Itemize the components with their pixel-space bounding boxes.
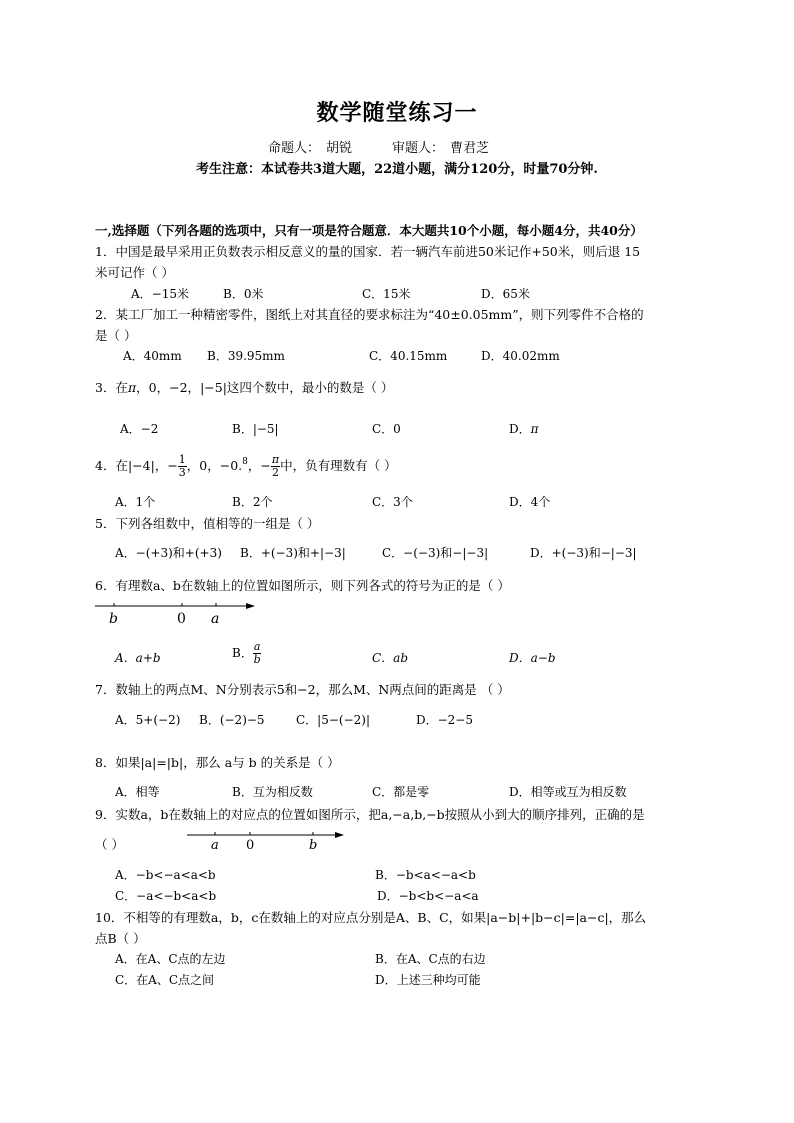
q6-option-c: C．ab bbox=[372, 651, 409, 665]
q5-option-d: D．+(−3)和−|−3| bbox=[530, 546, 637, 560]
q3-suffix: 这四个数中，最小的数是（ ） bbox=[226, 380, 394, 395]
q6-option-b-label: B． bbox=[232, 646, 253, 660]
exam-notice: 考生注意：本试卷共3道大题，22道小题，满分120分，时量70分钟. bbox=[196, 162, 598, 177]
q9-line1: 9．实数a，b在数轴上的对应点的位置如图所示，把a,−a,b,−b按照从小到大的顺序排列，正确的是 bbox=[95, 807, 645, 822]
q3-line bbox=[95, 378, 393, 396]
q6-option-b bbox=[232, 641, 261, 666]
q6-option-d: D．a−b bbox=[509, 651, 556, 665]
q10-line1: 10．不相等的有理数a，b，c在数轴上的对应点分别是A、B、C，如果|a−b|+|b−c|=|a−c|，那么 bbox=[95, 910, 647, 925]
q3-option-a: A．−2 bbox=[120, 422, 159, 436]
q2-option-a: A．40mm bbox=[123, 349, 182, 363]
q8-option-a: A．相等 bbox=[115, 785, 160, 799]
q9-option-c: C．−a<−b<a<b bbox=[115, 889, 217, 903]
q4-option-c: C．3个 bbox=[372, 495, 413, 509]
q5-line: 5．下列各组数中，值相等的一组是（ ） bbox=[95, 516, 320, 531]
q3-option-b bbox=[232, 420, 279, 437]
q10-option-c: C．在A、C点之间 bbox=[115, 973, 215, 987]
label-a: a bbox=[211, 838, 219, 853]
label-0: 0 bbox=[177, 611, 186, 627]
q9-number-line bbox=[184, 822, 350, 854]
q3-option-d-label: D． bbox=[509, 422, 531, 436]
q4-mid2: ，0，−0. bbox=[186, 458, 243, 473]
arrow-head bbox=[246, 603, 255, 609]
q2-option-c: C．40.15mm bbox=[369, 349, 448, 363]
q4-suffix: 中，负有理数有（ ） bbox=[280, 458, 397, 473]
abs-neg5: |−5| bbox=[200, 380, 227, 395]
section-heading: 一,选择题（下列各题的选项中，只有一项是符合题意．本大题共10个小题，每小题4分，共40分） bbox=[95, 223, 643, 238]
arrow-head bbox=[335, 832, 344, 838]
q3-option-d bbox=[509, 420, 539, 437]
q2-line2: 是（ ） bbox=[95, 328, 137, 343]
frac2-den: 2 bbox=[271, 466, 279, 479]
q8-option-c: C．都是零 bbox=[372, 785, 430, 799]
pi-symbol: π bbox=[127, 380, 137, 395]
q3-option-c: C．0 bbox=[372, 422, 401, 436]
label-b: b bbox=[109, 611, 118, 627]
q7-option-b: B．(−2)−5 bbox=[199, 713, 265, 727]
q4-option-a: A．1个 bbox=[115, 495, 156, 509]
q4-mid3: ，− bbox=[247, 458, 271, 473]
q10-option-b: B．在A、C点的右边 bbox=[375, 952, 486, 966]
q3-option-d-value: π bbox=[530, 422, 539, 436]
q9-line2: （ ） bbox=[95, 837, 124, 852]
q8-line: 8．如果|a|=|b|，那么 a与 b 的关系是（ ） bbox=[95, 755, 340, 770]
label-0: 0 bbox=[246, 838, 255, 853]
label-a: a bbox=[211, 611, 220, 627]
q1-option-a: A．−15米 bbox=[131, 287, 189, 301]
q10-option-d: D．上述三种均可能 bbox=[375, 973, 481, 987]
q1-line1: 1．中国是最早采用正负数表示相反意义的量的国家．若一辆汽车前进50米记作+50米，则后退 15 bbox=[95, 244, 641, 259]
q9-option-d: D．−b<b<−a<a bbox=[377, 889, 479, 903]
reviewer-label: 审题人： bbox=[392, 141, 445, 156]
q8-option-b: B．互为相反数 bbox=[232, 785, 313, 799]
setter-name: 胡锐 bbox=[326, 141, 353, 156]
q5-option-b: B．+(−3)和+|−3| bbox=[240, 546, 346, 560]
page-title: 数学随堂练习一 bbox=[316, 101, 478, 126]
q4-mid1: ，− bbox=[154, 458, 178, 473]
fraction-pi-half bbox=[271, 454, 280, 479]
q2-line1: 2．某工厂加工一种精密零件，图纸上对其直径的要求标注为“40±0.05mm”，则下列零件不合格的 bbox=[95, 307, 644, 322]
q3-mid: ，0，−2， bbox=[136, 380, 201, 395]
optb-num: a bbox=[253, 640, 261, 653]
q10-line2: 点B（ ） bbox=[95, 931, 146, 946]
fraction-a-over-b bbox=[253, 641, 262, 666]
frac1-den: 3 bbox=[178, 466, 186, 479]
q2-option-b: B．39.95mm bbox=[207, 349, 285, 363]
fraction-one-third bbox=[178, 454, 187, 479]
q6-line: 6．有理数a、b在数轴上的位置如图所示，则下列各式的符号为正的是（ ） bbox=[95, 578, 510, 593]
q5-option-c: C．−(−3)和−|−3| bbox=[382, 546, 489, 560]
q6-number-line bbox=[93, 598, 263, 630]
q7-option-a: A．5+(−2) bbox=[115, 713, 181, 727]
q6-option-a: A．a+b bbox=[115, 651, 161, 665]
q4-option-d: D．4个 bbox=[509, 495, 551, 509]
q9-option-a: A．−b<−a<a<b bbox=[115, 868, 216, 882]
q3-option-b-value: |−5| bbox=[252, 422, 279, 436]
label-b: b bbox=[309, 838, 318, 853]
authors-line bbox=[268, 137, 495, 156]
repeating-decimal-8: 8 bbox=[242, 457, 248, 467]
q7-option-c: C．|5−(−2)| bbox=[296, 713, 371, 727]
optb-den: b bbox=[253, 653, 261, 666]
q4-prefix: 4．在 bbox=[95, 458, 128, 473]
q1-line2: 米可记作（ ） bbox=[95, 265, 174, 280]
q7-line: 7．数轴上的两点M、N分别表示5和−2，那么M、N两点间的距离是 （ ） bbox=[95, 682, 510, 697]
q4-line bbox=[95, 454, 397, 479]
q1-option-c: C．15米 bbox=[362, 287, 411, 301]
setter-label: 命题人： bbox=[268, 141, 321, 156]
q5-option-a: A．−(+3)和+(+3) bbox=[115, 546, 222, 560]
q7-option-d: D．−2−5 bbox=[416, 713, 474, 727]
q3-prefix: 3．在 bbox=[95, 380, 128, 395]
q1-option-d: D．65米 bbox=[481, 287, 530, 301]
q9-option-b: B．−b<a<−a<b bbox=[375, 868, 476, 882]
abs-neg4: |−4| bbox=[127, 458, 155, 473]
q8-option-d: D．相等或互为相反数 bbox=[509, 785, 627, 799]
reviewer-name: 曹君芝 bbox=[450, 141, 490, 156]
q4-option-b: B．2个 bbox=[232, 495, 273, 509]
q3-option-b-label: B． bbox=[232, 422, 253, 436]
frac2-num: π bbox=[271, 453, 280, 466]
frac1-num: 1 bbox=[178, 453, 186, 466]
q2-option-d: D．40.02mm bbox=[481, 349, 560, 363]
q10-option-a: A．在A、C点的左边 bbox=[115, 952, 226, 966]
q1-option-b: B．0米 bbox=[223, 287, 264, 301]
